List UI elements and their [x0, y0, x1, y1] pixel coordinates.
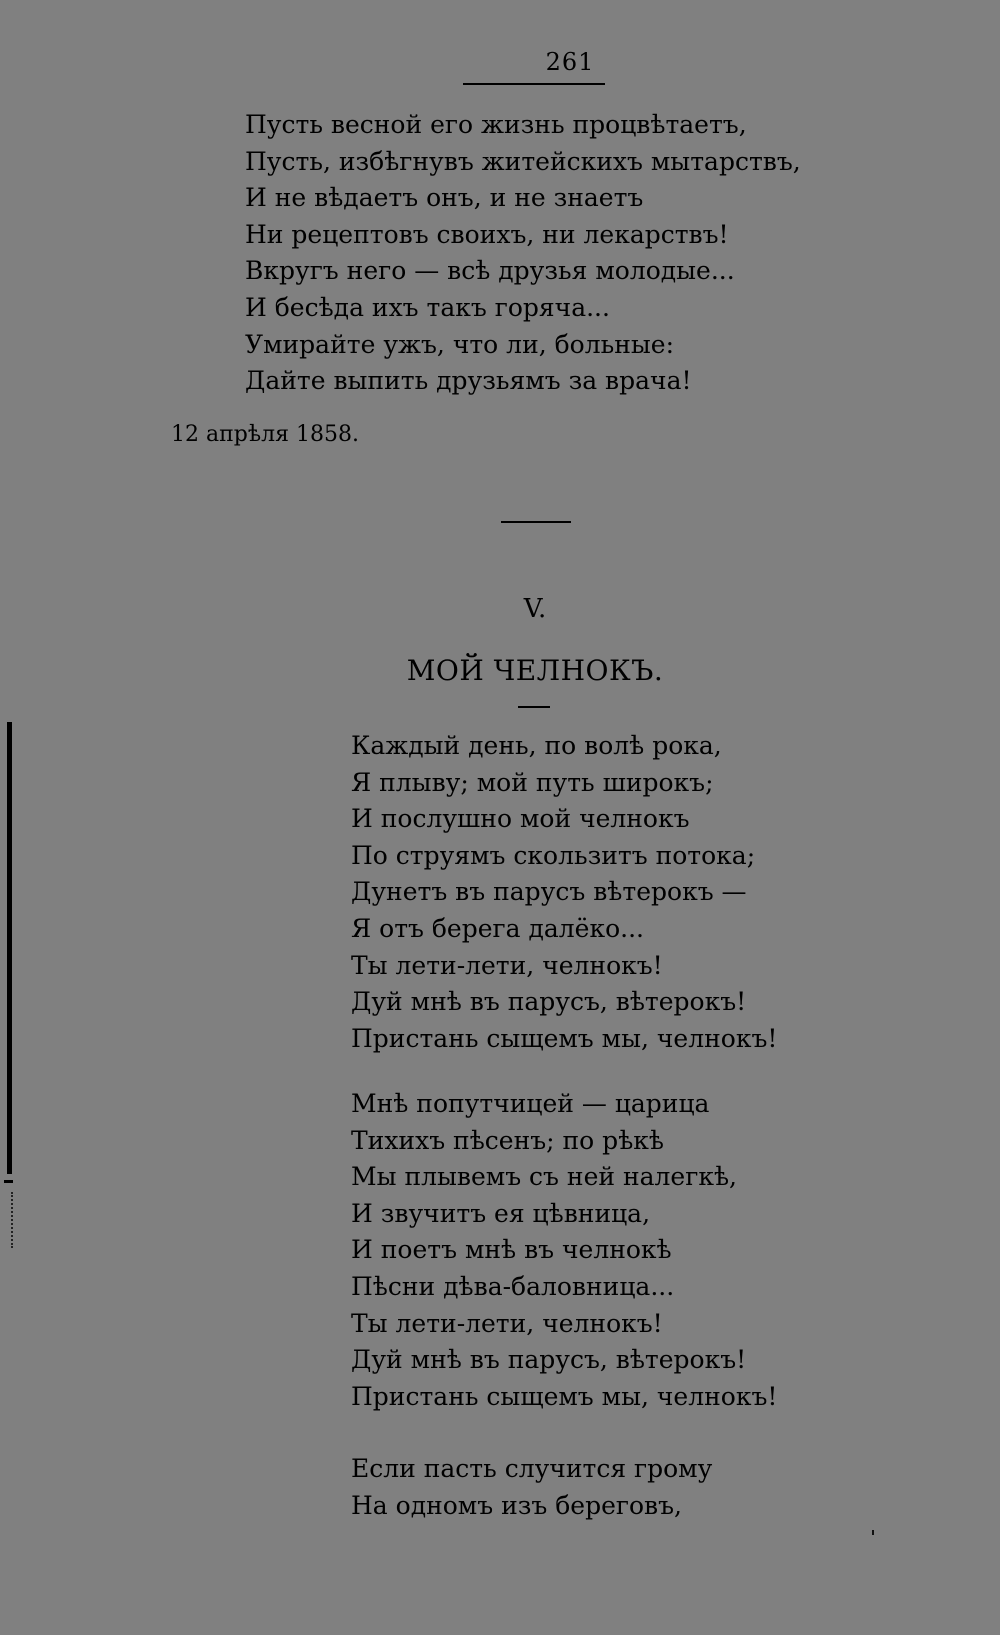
poem-date: 12 апрѣля 1858.: [171, 422, 359, 447]
verse-line: Каждый день, по волѣ рока,: [351, 731, 722, 760]
verse-line: Вкругъ него — всѣ друзья молодые...: [245, 256, 735, 286]
verse-line: И звучитъ ея цѣвница,: [351, 1198, 651, 1228]
verse-line: Я плыву; мой путь широкъ;: [351, 767, 714, 797]
verse-line: Ни рецептовъ своихъ, ни лекарствъ!: [245, 219, 729, 249]
refrain-line: Дуй мнѣ въ парусъ, вѣтерокъ!: [351, 987, 747, 1017]
verse-line: И бесѣда ихъ такъ горяча...: [245, 292, 610, 322]
stanza-3: [351, 1086, 777, 1415]
verse-line: Тихихъ пѣсенъ; по рѣкѣ: [351, 1125, 664, 1155]
verse-line: Пусть весной его жизнь процвѣтаетъ,: [245, 110, 747, 139]
verse-line: Пусть, избѣгнувъ житейскихъ мытарствъ,: [245, 146, 801, 176]
section-numeral: V.: [523, 594, 547, 624]
refrain-line: Пристань сыщемъ мы, челнокъ!: [351, 1023, 778, 1053]
refrain-line: Дуй мнѣ въ парусъ, вѣтерокъ!: [351, 1345, 747, 1375]
stanza-4: [351, 1451, 712, 1524]
verse-line: Пѣсни дѣва-баловница...: [351, 1271, 675, 1301]
stanza-1: [245, 107, 801, 400]
verse-line: Если пасть случится грому: [351, 1454, 713, 1483]
verse-line: На одномъ изъ береговъ,: [351, 1490, 682, 1520]
verse-line: И послушно мой челнокъ: [351, 804, 690, 834]
margin-tick: [4, 1180, 13, 1183]
refrain-line: Пристань сыщемъ мы, челнокъ!: [351, 1381, 778, 1411]
section-divider: [501, 521, 571, 523]
verse-line: По струямъ скользитъ потока;: [351, 840, 756, 870]
refrain-line: Ты лети-лети, челнокъ!: [351, 950, 663, 980]
stanza-2: [351, 728, 777, 1057]
verse-line: Мы плывемъ съ ней налегкѣ,: [351, 1162, 737, 1192]
verse-line: И не вѣдаетъ онъ, и не знаетъ: [245, 183, 644, 213]
ink-speck: [872, 1530, 874, 1535]
verse-line: Дунетъ въ парусъ вѣтерокъ —: [351, 877, 747, 907]
margin-line: [7, 722, 12, 1174]
verse-line: Мнѣ попутчицей — царица: [351, 1089, 710, 1118]
page-number: 261: [545, 48, 595, 76]
header-rule: [463, 83, 605, 85]
verse-line: Дайте выпить друзьямъ за врача!: [245, 366, 692, 396]
verse-line: И поетъ мнѣ въ челнокѣ: [351, 1235, 672, 1265]
title-dash: [518, 706, 550, 708]
poem-title: МОЙ ЧЕЛНОКЪ.: [406, 654, 664, 687]
refrain-line: Ты лети-лети, челнокъ!: [351, 1308, 663, 1338]
verse-line: Я отъ берега далёко...: [351, 913, 644, 943]
verse-line: Умирайте ужъ, что ли, больные:: [245, 329, 674, 359]
margin-dots: [11, 1192, 15, 1248]
